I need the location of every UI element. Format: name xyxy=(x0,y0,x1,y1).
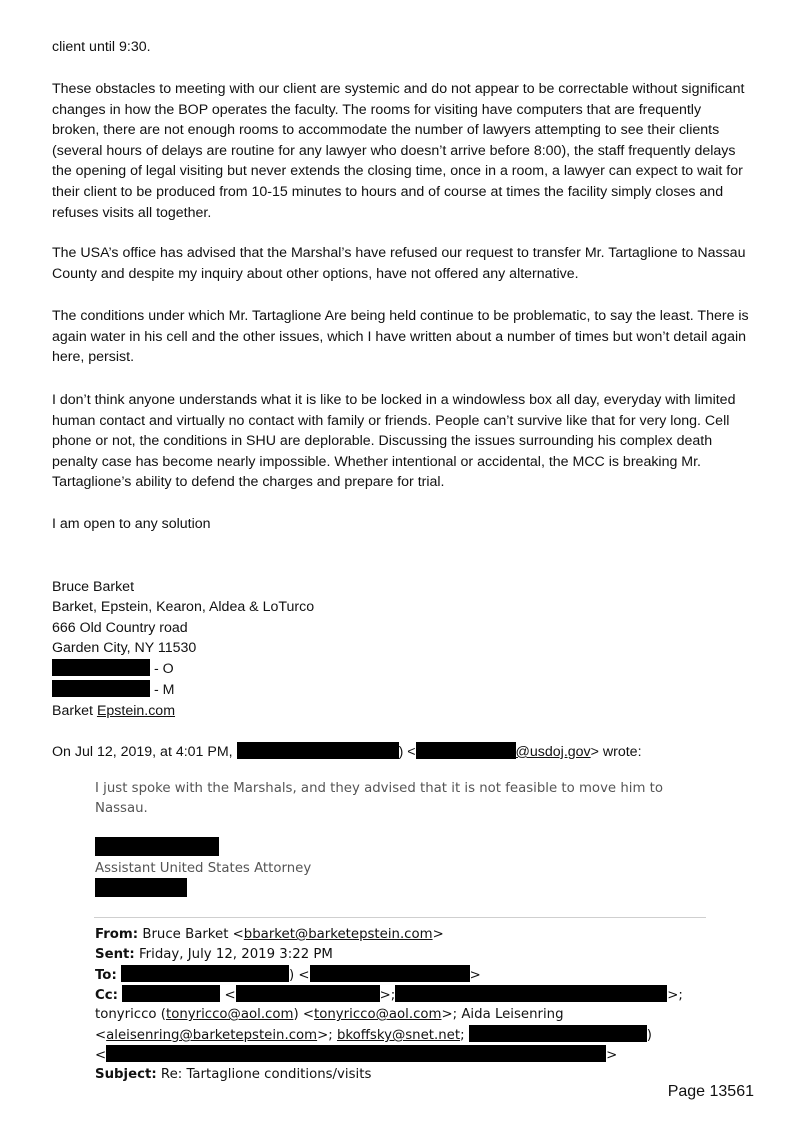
quoted-sender-title: Assistant United States Attorney xyxy=(95,861,312,876)
original-subject-line: Subject: Re: Tartaglione conditions/visits xyxy=(95,1067,372,1082)
quoted-sender-extra xyxy=(95,878,187,899)
reply-header: On Jul 12, 2019, at 4:01 PM, ) < @usdoj.gov> wrote: xyxy=(52,744,642,760)
signature-address-line2: Garden City, NY 11530 xyxy=(52,640,197,656)
redaction-block xyxy=(52,659,150,676)
continuation-line: client until 9:30. xyxy=(52,39,151,55)
original-from-line: From: Bruce Barket <bbarket@barketepstein.com> xyxy=(95,927,444,942)
signature-website: Barket Epstein.com xyxy=(52,703,176,719)
redaction-block xyxy=(95,837,219,856)
signature-phone-office: - O xyxy=(52,659,174,680)
cc-email-link[interactable]: bkoffsky@snet.net xyxy=(336,1028,461,1043)
original-sent-line: Sent: Friday, July 12, 2019 3:22 PM xyxy=(95,947,333,962)
page-number: Page 13561 xyxy=(667,1083,754,1100)
original-to-line: To: ) < > xyxy=(95,965,481,986)
redaction-block xyxy=(237,742,399,759)
email-domain-link[interactable]: @usdoj.gov xyxy=(515,744,591,760)
signature-firm: Barket, Epstein, Kearon, Aldea & LoTurco xyxy=(52,599,315,615)
original-cc-line-4: < > xyxy=(95,1045,617,1066)
paragraph-solution: I am open to any solution xyxy=(52,516,211,532)
redaction-block xyxy=(416,742,516,759)
signature-name: Bruce Barket xyxy=(52,579,135,595)
redaction-block xyxy=(95,878,187,897)
original-cc-line: Cc: < >; >; xyxy=(95,985,683,1006)
website-link[interactable]: Epstein.com xyxy=(96,703,176,719)
redaction-block xyxy=(122,985,220,1002)
signature-address-line1: 666 Old Country road xyxy=(52,620,188,636)
redaction-block xyxy=(395,985,667,1002)
quoted-sender-name xyxy=(95,837,219,858)
redaction-block xyxy=(310,965,470,982)
cc-email-link[interactable]: tonyricco@aol.com xyxy=(314,1007,442,1022)
redaction-block xyxy=(106,1045,606,1062)
redaction-block xyxy=(121,965,289,982)
redaction-block xyxy=(236,985,380,1002)
original-cc-line-2: tonyricco (tonyricco@aol.com) <tonyricco@aol.com>; Aida Leisenring xyxy=(95,1007,564,1022)
from-email-link[interactable]: bbarket@barketepstein.com xyxy=(243,927,433,942)
paragraph-marshals: The USA’s office has advised that the Marshal’s have refused our request to transfer Mr. Tartaglione to Nassau County and despite my inquiry about other options, have not offered any alternative. xyxy=(52,245,746,282)
paragraph-obstacles: These obstacles to meeting with our client are systemic and do not appear to be correctable without significant changes in how the BOP operates the faculty. The rooms for visiting have computers that are frequently broken, there are not enough rooms to accommodate the number of lawyers attempting to see their clients (several hours of delays are routine for any lawyer who doesn’t arrive before 8:00), the staff frequently delays the opening of legal visiting but never extends the closing time, once in a room, a lawyer can expect to wait for their client to be produced from 10-15 minutes to hours and of course at times the facility simply closes and refuses visits all together. xyxy=(52,81,745,221)
paragraph-windowless: I don’t think anyone understands what it is like to be locked in a windowless box all day, everyday with limited human contact and virtually no contact with family or friends. People can’t survive like that for very long. Cell phone or not, the conditions in SHU are deplorable. Discussing the issues surrounding his complex death penalty case has become nearly impossible. Whether intentional or accidental, the MCC is breaking Mr. Tartaglione’s ability to defend the charges and prepare for trial. xyxy=(52,392,736,491)
original-cc-line-3: <aleisenring@barketepstein.com>; bkoffsky@snet.net; ) xyxy=(95,1025,652,1046)
quoted-body: I just spoke with the Marshals, and they advised that it is not feasible to move him to Nassau. xyxy=(95,781,663,816)
paragraph-conditions: The conditions under which Mr. Tartaglione Are being held continue to be problematic, to say the least. There is again water in his cell and the other issues, which I have written about a number of times but won’t detail again here, persist. xyxy=(52,308,749,366)
redaction-block xyxy=(469,1025,647,1042)
header-divider xyxy=(94,917,706,918)
signature-phone-mobile: - M xyxy=(52,680,174,701)
cc-email-link[interactable]: tonyricco@aol.com xyxy=(165,1007,294,1022)
redaction-block xyxy=(52,680,150,697)
cc-email-link[interactable]: aleisenring@barketepstein.com xyxy=(106,1028,318,1043)
